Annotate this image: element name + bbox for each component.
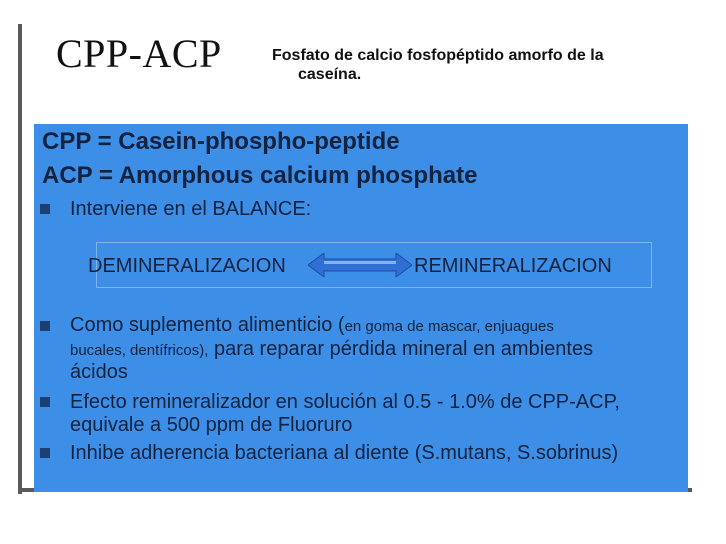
suplemento-examples: en goma de mascar, enjuagues xyxy=(344,318,554,335)
bullet-square-icon xyxy=(40,397,50,407)
suplemento-examples-cont: bucales, dentífricos), xyxy=(70,342,209,359)
heading-cpp: CPP = Casein-phospho-peptide xyxy=(42,128,400,155)
suplemento-purpose: para reparar pérdida mineral en ambientes xyxy=(208,338,594,360)
heading-acp: ACP = Amorphous calcium phosphate xyxy=(42,162,478,189)
subtitle-line-2: caseína. xyxy=(298,66,362,83)
bullet-balance: Interviene en el BALANCE: xyxy=(70,198,312,220)
bullet-efecto-line-2: equivale a 500 ppm de Fluoruro xyxy=(70,414,353,436)
bullet-square-icon xyxy=(40,448,50,458)
remineralizacion-label: REMINERALIZACION xyxy=(414,255,612,277)
slide-subtitle xyxy=(272,46,672,84)
bullet-efecto-line-1: Efecto remineralizador en solución al 0.5 - 1.0% de CPP-ACP, xyxy=(70,391,620,413)
slide-title: CPP-ACP xyxy=(56,31,222,76)
demineralizacion-label: DEMINERALIZACION xyxy=(88,255,286,277)
slide-frame-left xyxy=(18,24,22,494)
subtitle-line-1: Fosfato de calcio fosfopéptido amorfo de la xyxy=(272,47,604,64)
bullet-suplemento-line-3: ácidos xyxy=(70,361,128,383)
suplemento-text: Como suplemento alimenticio ( xyxy=(70,314,345,336)
bullet-inhibe: Inhibe adherencia bacteriana al diente (S.mutans, S.sobrinus) xyxy=(70,442,619,464)
bullet-square-icon xyxy=(40,204,50,214)
bullet-square-icon xyxy=(40,321,50,331)
bullet-suplemento-line-1 xyxy=(70,313,554,339)
double-arrow-icon xyxy=(308,253,412,277)
bullet-suplemento-line-2 xyxy=(70,337,593,363)
